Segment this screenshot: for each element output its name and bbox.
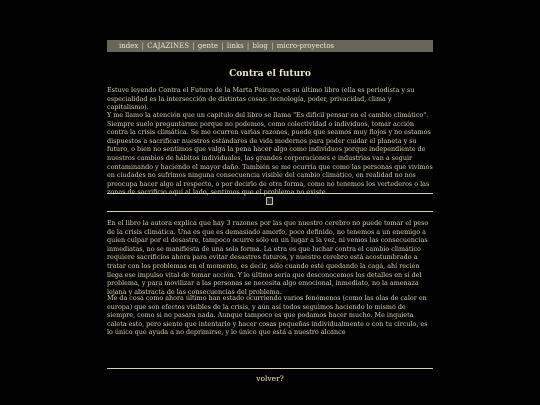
nav-separator: | <box>221 42 224 50</box>
divider-footer <box>107 368 433 369</box>
nav-link-gente[interactable]: gente <box>197 42 219 50</box>
article-paragraph-intro: Estuve leyendo Contra el Futuro de la Marta Peirano, es su último libro (ella es periodista y su especialidad es la intersección de distintas cosas: tecnología, poder, privacidad, clima y capitalismo). <box>107 86 415 112</box>
page-title: Contra el futuro <box>229 69 311 79</box>
article-paragraph-4: Me da cosa como ahora último han estado ocurriendo varios fenómenos (como las olas de calor en europa) que son efectos visibles de la crisis, y aún así todos seguimos haciendo lo mismo de siempre, como si no pasara nada. Aunque tampoco es que podamos hacer mucho. Me inquieta caleta esto, pero siento que intentarlo y hacer cosas pequeñas individualmente o con tu círculo, es lo único que ayuda a no deprimirse, y lo único que está a nuestro alcance <box>107 294 428 337</box>
nav-separator: | <box>192 42 195 50</box>
divider-bottom <box>107 211 433 212</box>
divider-top <box>107 193 433 194</box>
footer <box>107 374 433 383</box>
nav-separator: | <box>246 42 250 50</box>
broken-image-icon <box>266 197 273 205</box>
nav-link-blog[interactable]: blog <box>252 42 268 50</box>
article-paragraph-3: En el libro la autora explica que hay 3 razones por las que nuestro cerebro no puede tomar el peso de la crisis climática. Una es que es demasiado amorfo, poco definido, no tenemos a un enemigo a quien culpar por el desastre, tampoco ocurre sólo en un lugar a la vez, ni vemos las consecuencias inmediatas, no se manifiesta de una sola forma. La otra es que luchar contra el cambio climático requiere sacrificios ahora para evitar desastres futuros, y nuestro cerebro está acostumbrado a tratar con los problemas en el momento, es decir, sólo cuando esté quedando la cagá, ahí recién llega ese impulso vital de tomar acción. Y lo último sería que desconocemos los detalles en sí del problema, y para movilizar a las personas se necesita algo emocional, inmediato, no la amenaza lejana y abstracta de las consecuencias del problema. <box>107 219 429 296</box>
nav-link-cajazines[interactable]: CAJAZINES <box>147 42 190 50</box>
back-link[interactable]: volver? <box>256 374 284 383</box>
nav-link-links[interactable]: links <box>226 42 244 50</box>
nav-bar <box>107 40 433 52</box>
article-paragraph-2: Y me llamo la atención que un capitulo del libro se llama "Es difícil pensar en el cambio climático". Siempre suelo preguntarme porque no podemos, como colectividad o individuos, tomar acción contra la crisis climática. Se me ocurren varias razones, puede que seamos muy flojos y no estamos dispuestos a sacrificar nuestros estándares de vida modernos para poder cuidar el planeta y su futuro, o bien no sentimos que valga la pena hacer algo como individuos porque independiente de nuestros cambios de hábitos individuales, las grandes corporaciones e industrias van a seguir contaminando y haciendo el mayor daño. También se me ocurría que como las personas que vivimos en ciudades no sufrimos ninguna consecuencia visible del cambio climático, en realidad no nos preocupa hacer algo al respecto, o por decirlo de otra forma, como no tenemos los vertederos o las <box>107 111 433 188</box>
nav-link-index[interactable]: index <box>119 42 139 50</box>
nav-separator: | <box>141 42 144 50</box>
nav-separator: | <box>271 42 274 50</box>
nav-link-micro-proyectos[interactable]: micro-proyectos <box>276 42 335 50</box>
